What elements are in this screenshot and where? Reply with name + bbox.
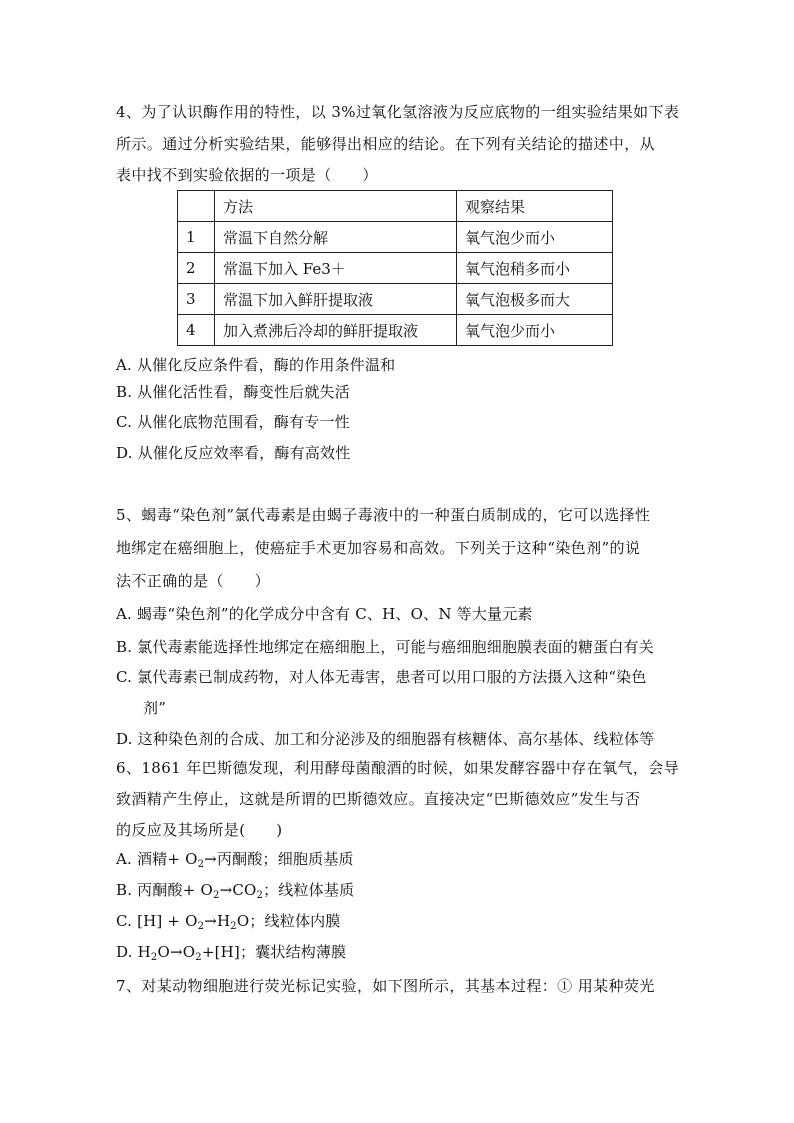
q5-option-d: D. 这种染色剂的合成、加工和分泌涉及的细胞器有核糖体、高尔基体、线粒体等: [116, 730, 655, 748]
table-cell: 常温下自然分解: [215, 222, 457, 253]
table-row: [178, 284, 613, 315]
q5-stem-line-3: 法不正确的是（ ）: [116, 572, 271, 590]
table-header-row: [178, 191, 613, 222]
table-cell: 4: [178, 315, 215, 346]
table-cell: 氧气泡极多而大: [457, 284, 613, 315]
q6-option-a: A. 酒精+ $O_2\to$丙酮酸；细胞质基质: [116, 850, 354, 870]
q6-option-c: C. $[H] + O_2\to H_2O$；线粒体内膜: [116, 912, 341, 932]
table-header-cell: [178, 191, 215, 222]
table-header-cell: 方法: [215, 191, 457, 222]
table-row: [178, 253, 613, 284]
q5-stem-line-1: 5、蝎毒“染色剂”氯代毒素是由蝎子毒液中的一种蛋白质制成的，它可以选择性: [116, 506, 651, 524]
table-cell: 1: [178, 222, 215, 253]
q4-option-d: D. 从催化反应效率看，酶有高效性: [116, 444, 351, 462]
q4-stem-line-2: 所示。通过分析实验结果，能够得出相应的结论。在下列有关结论的描述中，从: [116, 135, 656, 153]
table-cell: 氧气泡少而小: [457, 315, 613, 346]
q6-stem-line-3: 的反应及其场所是( ): [116, 821, 283, 839]
q6-stem-line-2: 致酒精产生停止，这就是所谓的巴斯德效应。直接决定“巴斯德效应”发生与否: [116, 790, 641, 808]
table-cell: 氧气泡稍多而小: [457, 253, 613, 284]
q6-stem-line-1: 6、1861 年巴斯德发现，利用酵母菌酿酒的时候，如果发酵容器中存在氧气，会导: [116, 759, 680, 777]
table-cell: 常温下加入鲜肝提取液: [215, 284, 457, 315]
q5-option-c: C. 氯代毒素已制成药物，对人体无毒害，患者可以用口服的方法摄入这种“染色: [116, 668, 647, 686]
q4-stem-line-3: 表中找不到实验依据的一项是（ ）: [116, 166, 378, 184]
table-cell: 3: [178, 284, 215, 315]
q5-option-a: A. 蝎毒“染色剂”的化学成分中含有 C、H、O、N 等大量元素: [116, 605, 533, 623]
q7-stem-line-1: 7、对某动物细胞进行荧光标记实验，如下图所示，其基本过程：① 用某种荧光: [116, 977, 655, 995]
q4-option-c: C. 从催化底物范围看，酶有专一性: [116, 413, 350, 431]
table-cell: 2: [178, 253, 215, 284]
table-header-cell: 观察结果: [457, 191, 613, 222]
q4-option-a: A. 从催化反应条件看，酶的作用条件温和: [116, 356, 396, 374]
q5-stem-line-2: 地绑定在癌细胞上，使癌症手术更加容易和高效。下列关于这种“染色剂”的说: [116, 539, 641, 557]
table-cell: 氧气泡少而小: [457, 222, 613, 253]
table-cell: 常温下加入 Fe3＋: [215, 253, 457, 284]
q5-option-b: B. 氯代毒素能选择性地绑定在癌细胞上，可能与癌细胞细胞膜表面的糖蛋白有关: [116, 638, 654, 656]
q4-stem-line-1: 4、为了认识酶作用的特性，以 3%过氧化氢溶液为反应底物的一组实验结果如下表: [116, 103, 680, 121]
experiment-table: [177, 190, 613, 346]
table-row: [178, 222, 613, 253]
q4-option-b: B. 从催化活性看，酶变性后就失活: [116, 383, 350, 401]
table-cell: 加入煮沸后冷却的鲜肝提取液: [215, 315, 457, 346]
q6-option-d: D. $H_2O\to O_2+[H]$；囊状结构薄膜: [116, 943, 347, 963]
table-row: [178, 315, 613, 346]
q5-option-c-continued: 剂”: [143, 699, 167, 717]
q6-option-b: B. 丙酮酸+ $O_2\to CO_2$；线粒体基质: [116, 881, 355, 901]
